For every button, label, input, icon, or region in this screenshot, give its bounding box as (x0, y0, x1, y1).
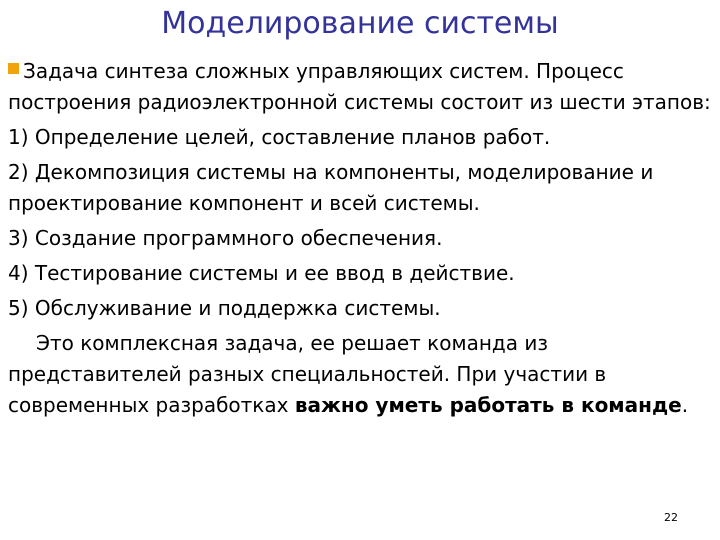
intro-line-1: Задача синтеза сложных управляющих систем. (23, 59, 530, 83)
slide-content (8, 56, 714, 425)
closing-bold-text: важно уметь работать в команде (294, 393, 682, 417)
step-item: 5) Обслуживание и поддержка системы. (8, 296, 441, 320)
step-item: 2) Декомпозиция системы на компоненты, моделирование и проектирование компонент и всей системы. (8, 160, 654, 215)
page-number: 22 (664, 511, 678, 524)
closing-text: Это комплексная задача, ее решает команда из представителей разных специальностей. При участии в современных разработках (8, 331, 607, 417)
step-item: 3) Создание программного обеспечения. (8, 226, 443, 250)
step-item: 1) Определение целей, составление планов работ. (8, 125, 551, 149)
closing-paragraph (8, 328, 714, 421)
intro-paragraph (8, 56, 714, 118)
slide-title: Моделирование системы (161, 6, 559, 41)
step-item: 4) Тестирование системы и ее ввод в действие. (8, 261, 515, 285)
square-bullet-icon (8, 63, 19, 74)
closing-end: . (681, 393, 689, 417)
intro-line-2: Процесс построения радиоэлектронной системы состоит из шести этапов: (8, 59, 711, 114)
